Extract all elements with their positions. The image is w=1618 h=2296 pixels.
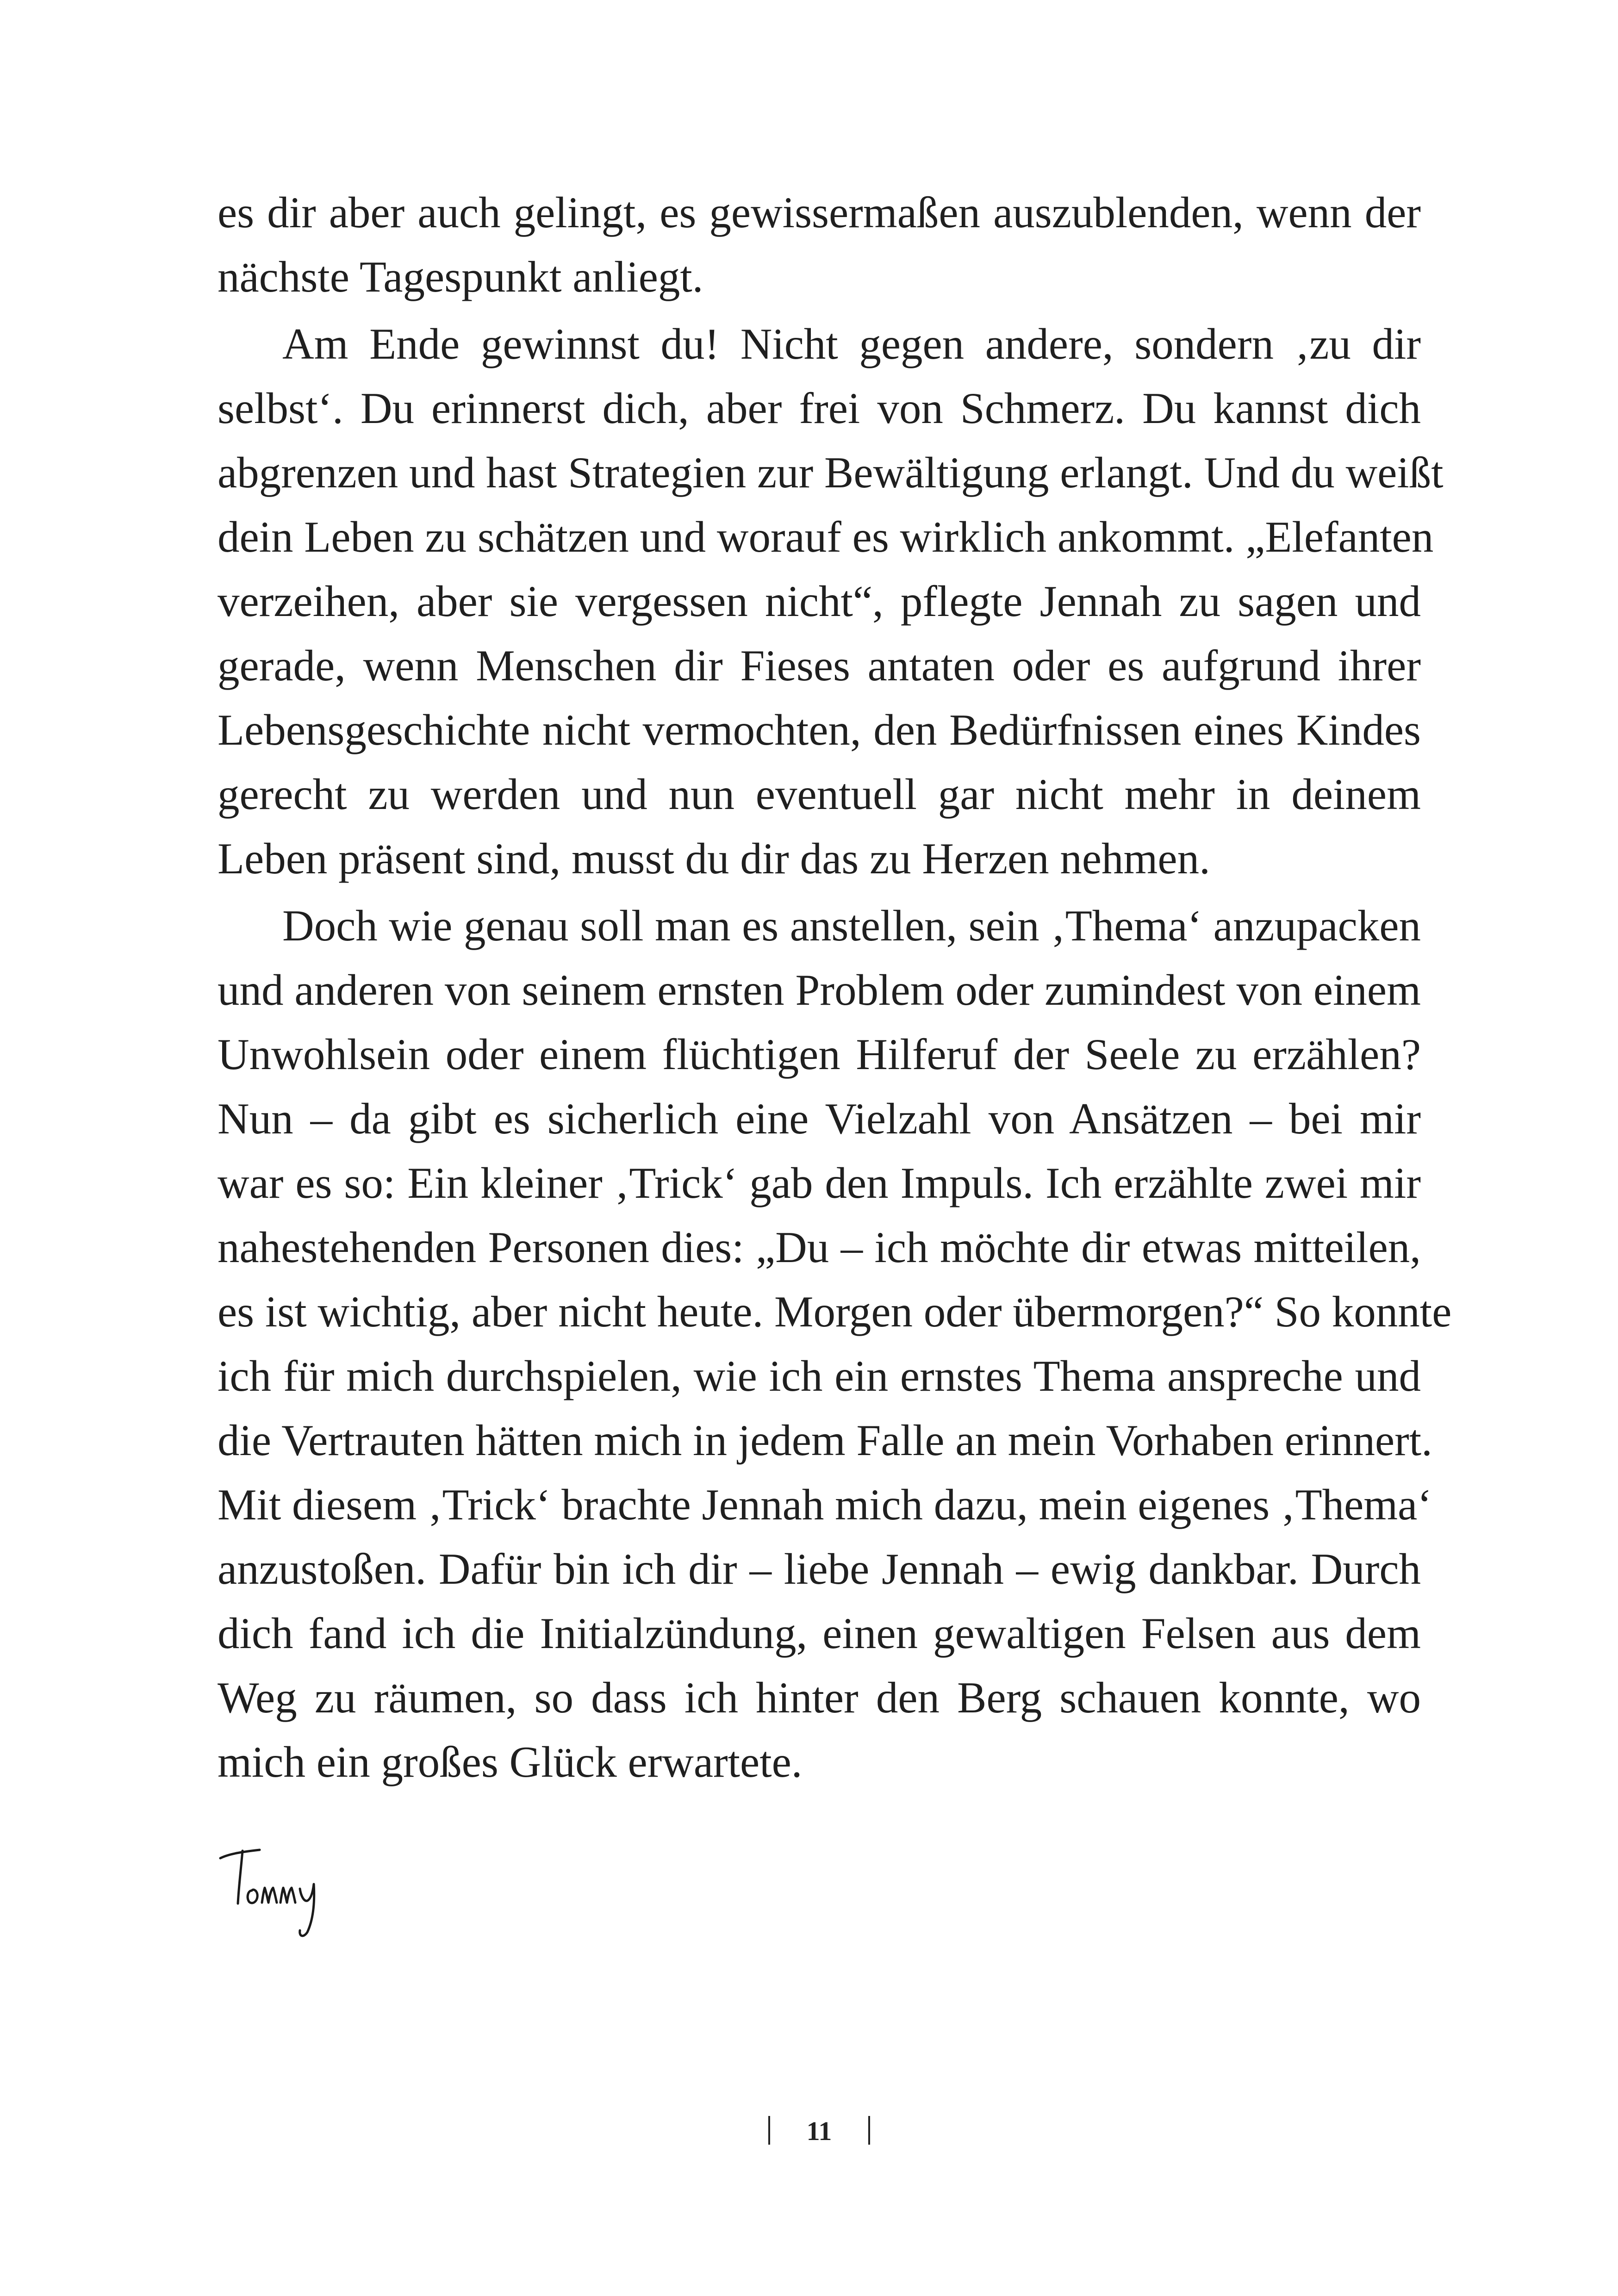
paragraph [218, 312, 1444, 891]
page-number-label: 11 [806, 2116, 832, 2146]
text-line: nahestehenden Personen dies: „Du – ich möchte dir etwas mitteilen, [218, 1223, 1421, 1272]
folio-divider [868, 2116, 870, 2145]
text-line: Lebensgeschichte nicht vermochten, den Bedürfnissen eines Kindes [218, 705, 1421, 754]
text-line: es ist wichtig, aber nicht heute. Morgen oder übermorgen?“ So konnte [218, 1287, 1452, 1336]
text-line: Mit diesem ‚Trick‘ brachte Jennah mich dazu, mein eigenes ‚Thema‘ [218, 1480, 1432, 1529]
text-line: gerecht zu werden und nun eventuell gar nicht mehr in deinem [218, 770, 1421, 819]
text-line: war es so: Ein kleiner ‚Trick‘ gab den Impuls. Ich erzählte zwei mir [218, 1158, 1421, 1207]
text-line: es dir aber auch gelingt, es gewissermaßen auszublenden, wenn der [218, 188, 1421, 237]
body-text [218, 180, 1452, 1794]
text-line: Unwohlsein oder einem flüchtigen Hilferuf der Seele zu erzählen? [218, 1030, 1421, 1079]
text-line: Weg zu räumen, so dass ich hinter den Berg schauen konnte, wo [218, 1673, 1421, 1722]
text-line: Doch wie genau soll man es anstellen, sein ‚Thema‘ anzupacken [282, 901, 1421, 950]
text-line: und anderen von seinem ernsten Problem oder zumindest von einem [218, 965, 1421, 1014]
text-line: dein Leben zu schätzen und worauf es wirklich ankommt. „Elefanten [218, 512, 1434, 561]
paragraph [218, 894, 1452, 1794]
text-line: Leben präsent sind, musst du dir das zu Herzen nehmen. [218, 834, 1210, 883]
text-line: dich fand ich die Initialzündung, einen gewaltigen Felsen aus dem [218, 1609, 1421, 1658]
text-line: selbst‘. Du erinnerst dich, aber frei von Schmerz. Du kannst dich [218, 384, 1421, 433]
text-line: verzeihen, aber sie vergessen nicht“, pflegte Jennah zu sagen und [218, 577, 1421, 626]
paragraph [218, 180, 1421, 309]
text-line: Am Ende gewinnst du! Nicht gegen andere, sondern ‚zu dir [282, 319, 1421, 368]
text-line: abgrenzen und hast Strategien zur Bewältigung erlangt. Und du weißt [218, 448, 1444, 497]
text-line: nächste Tagespunkt anliegt. [218, 252, 703, 301]
text-line: die Vertrauten hätten mich in jedem Falle an mein Vorhaben erinnert. [218, 1416, 1432, 1465]
text-line: mich ein großes Glück erwartete. [218, 1737, 803, 1786]
text-line: Nun – da gibt es sicherlich eine Vielzahl von Ansätzen – bei mir [218, 1094, 1421, 1143]
page-number [768, 2115, 870, 2152]
handwritten-signature [216, 1840, 355, 1946]
text-line: ich für mich durchspielen, wie ich ein ernstes Thema anspreche und [218, 1351, 1421, 1400]
text-line: gerade, wenn Menschen dir Fieses antaten oder es aufgrund ihrer [218, 641, 1421, 690]
text-line: anzustoßen. Dafür bin ich dir – liebe Jennah – ewig dankbar. Durch [218, 1544, 1421, 1593]
